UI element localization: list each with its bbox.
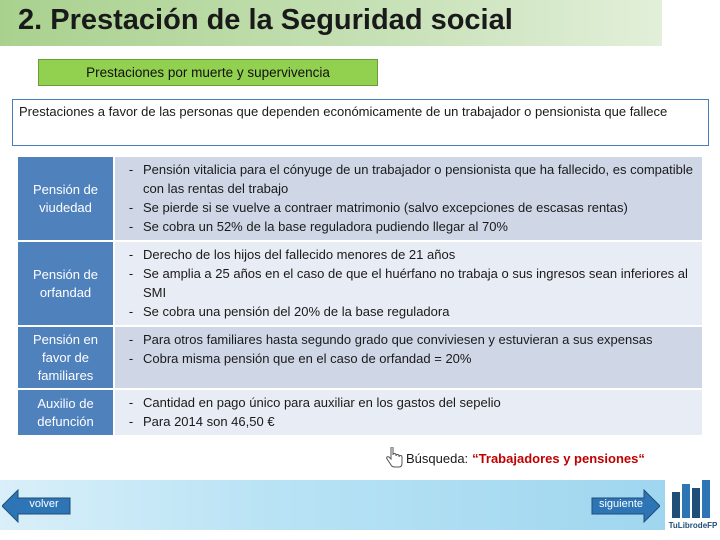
list-item: - Pensión vitalicia para el cónyuge de un trabajador o pensionista que ha fallecido, es compatible con las rentas del trabajo <box>128 162 693 196</box>
logo-bars-icon <box>666 478 720 520</box>
list-item: - Para 2014 son 46,50 € <box>128 414 275 429</box>
back-button[interactable]: volver <box>29 498 59 510</box>
benefits-table <box>18 157 702 437</box>
next-button[interactable]: siguiente <box>598 498 644 510</box>
list-item: - Derecho de los hijos del fallecido menores de 21 años <box>128 247 456 262</box>
list-item: - Se amplia a 25 años en el caso de que el huérfano no trabaja o sus ingresos sean inferiores al SMI <box>128 266 688 300</box>
logo <box>666 478 720 540</box>
benefit-row-orfandad <box>18 242 702 325</box>
row-label: Pensión en favor de familiares <box>18 327 113 388</box>
list-item: - Cantidad en pago único para auxiliar en los gastos del sepelio <box>128 395 501 410</box>
list-item: - Se cobra una pensión del 20% de la base reguladora <box>128 304 450 319</box>
row-content <box>115 327 702 388</box>
row-label: Pensión de orfandad <box>18 242 113 325</box>
list-item: - Cobra misma pensión que en el caso de orfandad = 20% <box>128 351 472 366</box>
benefit-row-defuncion <box>18 390 702 435</box>
hand-pointer-icon <box>384 447 404 469</box>
benefit-row-familiares <box>18 327 702 388</box>
list-item: - Para otros familiares hasta segundo grado que conviviesen y estuvieran a sus expensas <box>128 332 653 347</box>
section-subtitle: Prestaciones por muerte y supervivencia <box>38 59 378 86</box>
list-item: - Se pierde si se vuelve a contraer matrimonio (salvo excepciones de escasas rentas) <box>128 200 628 215</box>
row-content <box>115 157 702 240</box>
row-content <box>115 242 702 325</box>
footer-band <box>0 480 665 530</box>
logo-text: TuLibrodeFP <box>668 521 718 530</box>
search-label: Búsqueda: <box>406 450 469 466</box>
search-hint[interactable] <box>384 447 645 469</box>
benefit-row-viudedad <box>18 157 702 240</box>
intro-text: Prestaciones a favor de las personas que dependen económicamente de un trabajador o pensionista que fallece <box>12 99 709 146</box>
row-label: Auxilio de defunción <box>18 390 113 435</box>
row-content <box>115 390 702 435</box>
page-title: 2. Prestación de la Seguridad social <box>18 4 513 36</box>
row-label: Pensión de viudedad <box>18 157 113 240</box>
search-term[interactable]: “Trabajadores y pensiones“ <box>472 450 645 466</box>
list-item: - Se cobra un 52% de la base reguladora pudiendo llegar al 70% <box>128 219 508 234</box>
